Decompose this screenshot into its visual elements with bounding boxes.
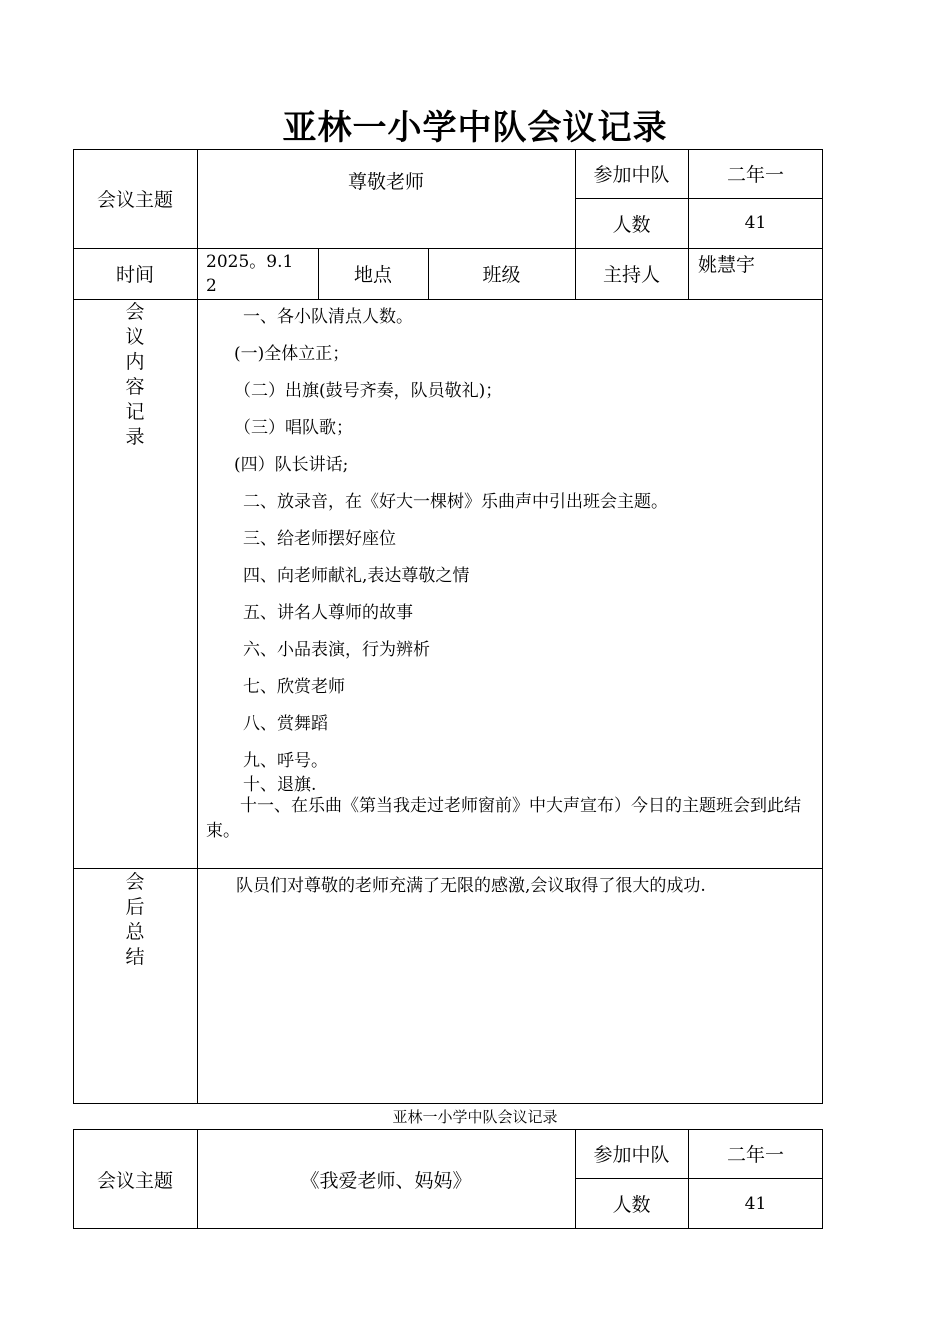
topic-label: 会议主题 [96,1169,173,1192]
time-value-line1: 2025。9.1 [206,252,294,272]
topic-label: 会议主题 [96,189,173,211]
summary-label: 会 后 总 结 [125,871,145,968]
topic-value: 尊敬老师 [347,170,424,193]
list-item: 四、向老师献礼,表达尊敬之情 [226,566,470,586]
list-item: 一、各小队清点人数。 [226,307,413,327]
list-item: 八、赏舞蹈 [226,714,328,734]
list-item: （二）出旗(鼓号齐奏，队员敬礼)； [234,381,503,401]
list-item: 十一、在乐曲《第当我走过老师窗前》中大声宣布）今日的主题班会到此结束。 [206,796,801,841]
count-label: 人数 [612,1194,651,1216]
count-value: 41 [744,1193,767,1214]
count-label: 人数 [612,213,651,236]
squad-label: 参加中队 [593,1144,670,1166]
squad-value: 二年一 [726,1144,784,1166]
count-value: 41 [744,213,767,233]
host-value: 姚慧宇 [698,254,756,276]
list-item: 十、退旗. [226,775,317,795]
divider [197,149,198,1104]
divider [73,299,823,300]
host-label: 主持人 [602,264,660,286]
list-item: 六、小品表演，行为辨析 [226,640,430,660]
list-item: 五、讲名人尊师的故事 [226,603,413,623]
time-value [206,250,316,298]
list-item: 九、呼号。 [226,751,328,771]
list-item: 二、放录音，在《好大一棵树》乐曲声中引出班会主题。 [226,492,668,512]
topic-value: 《我爱老师、妈妈》 [300,1169,472,1192]
divider [73,868,823,869]
list-item: （三）唱队歌； [234,418,353,438]
second-record-title: 亚林一小学中队会议记录 [392,1108,558,1126]
page-title: 亚林一小学中队会议记录 [282,108,668,148]
place-label: 地点 [353,264,392,286]
time-label: 时间 [115,264,154,286]
list-item: 七、欣赏老师 [226,677,345,697]
list-item: (一)全体立正； [234,344,350,364]
time-value-line2: 2 [206,276,217,296]
list-item: (四）队长讲话; [234,455,349,475]
class-label: 班级 [482,264,521,286]
content-label: 会 议 内 容 记 录 [125,301,145,448]
summary-text: 队员们对尊敬的老师充满了无限的感激,会议取得了很大的成功. [236,876,706,896]
list-item: 三、给老师摆好座位 [226,529,396,549]
squad-value: 二年一 [726,164,784,186]
squad-label: 参加中队 [593,164,670,186]
